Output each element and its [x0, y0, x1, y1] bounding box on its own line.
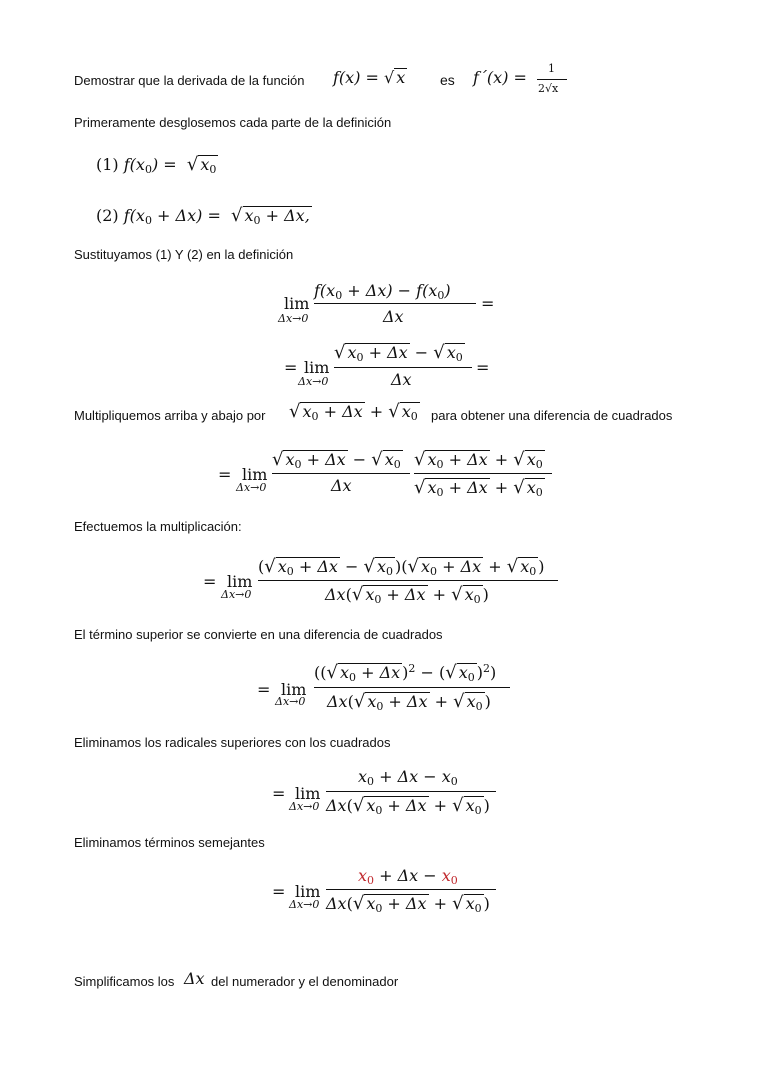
step-g-denominator: Δx(√ $x_0 + \Delta x$ + √ $x_0$ ): [326, 893, 490, 915]
step-a-denominator: Δx: [383, 307, 404, 326]
step-b-denominator: Δx: [391, 370, 412, 389]
intro-derivative: f´(x) =: [473, 68, 527, 87]
lim-sub-g: Δx→0: [289, 898, 320, 911]
step-c-numerator-2: √ $x_0 + \Delta x$ + √ $x_0$: [414, 449, 543, 471]
step-b-equals-right: =: [476, 358, 490, 377]
intro-text: Demostrar que la derivada de la función: [74, 73, 305, 88]
step-f-numerator: $x_0 + \Delta x - x_0$: [358, 767, 458, 788]
lim-f: lim: [295, 784, 321, 803]
step-a-bar: [314, 303, 476, 304]
line-termino: El término superior se convierte en una diferencia de cuadrados: [74, 627, 443, 642]
step-d-numerator: (√ $x_0 + \Delta x$ − √ $x_0$ )(√ $x_0 + \Delta x$ + √ $x_0$ ): [258, 556, 545, 578]
lim-sub-a: Δx→0: [278, 312, 309, 325]
lim-c: lim: [242, 465, 268, 484]
equation-2: (2) $f(x_0 + \Delta x)$ = √ $x_0 + \Delta x$,: [96, 205, 310, 227]
eq2-label: (2): [96, 206, 119, 225]
line-multipliquemos-b: para obtener una diferencia de cuadrados: [431, 408, 673, 423]
step-b-bar: [334, 367, 472, 368]
lim-a: lim: [284, 294, 310, 313]
step-c-denominator-2: √ $x_0 + \Delta x$ + √ $x_0$: [414, 477, 543, 499]
line-simplificamos-a: Simplificamos los: [74, 974, 175, 989]
step-d-bar: [258, 580, 558, 581]
step-f-equals: =: [272, 784, 286, 803]
line-sustituyamos: Sustituyamos (1) Y (2) en la definición: [74, 247, 294, 262]
step-e-numerator: ((√ $x_0 + \Delta x$ )$^2$ − (√ $x_0$ )$^2$): [314, 662, 497, 684]
lim-sub-e: Δx→0: [275, 695, 306, 708]
intro-function: f(x) = √ x: [333, 68, 406, 87]
lim-g: lim: [295, 882, 321, 901]
line-simplificamos-delta: Δx: [184, 969, 205, 988]
intro-es: es: [440, 72, 455, 88]
line-simplificamos-b: del numerador y el denominador: [211, 974, 399, 989]
line-semejantes: Eliminamos términos semejantes: [74, 835, 265, 850]
step-c-denominator-1: Δx: [331, 476, 352, 495]
lim-e: lim: [281, 680, 307, 699]
lim-sub-c: Δx→0: [236, 481, 267, 494]
lim-sub-f: Δx→0: [289, 800, 320, 813]
lim-sub-d: Δx→0: [221, 588, 252, 601]
step-b-numerator: √ $x_0 + \Delta x$ − √ $x_0$: [334, 342, 463, 364]
lim-b: lim: [304, 358, 330, 377]
cancel-term-1: $x_0$: [358, 866, 375, 887]
intro-fraction-bar: [537, 79, 567, 80]
eq1-label: (1): [96, 155, 119, 174]
step-g-bar: [326, 889, 496, 890]
step-c-numerator-1: √ $x_0 + \Delta x$ − √ $x_0$: [272, 449, 401, 471]
step-e-equals: =: [257, 680, 271, 699]
line-desglose: Primeramente desglosemos cada parte de la definición: [74, 115, 392, 130]
step-b-equals-left: =: [284, 358, 298, 377]
intro-derivative-num: 1: [548, 62, 555, 75]
equation-1: (1) $f(x_0)$ = √ $x_0$: [96, 154, 217, 176]
step-e-bar: [314, 687, 510, 688]
step-d-equals: =: [203, 572, 217, 591]
line-efectuemos: Efectuemos la multiplicación:: [74, 519, 242, 534]
lim-d: lim: [227, 572, 253, 591]
lim-sub-b: Δx→0: [298, 375, 329, 388]
step-c-equals: =: [218, 465, 232, 484]
step-e-denominator: Δx(√ $x_0 + \Delta x$ + √ $x_0$ ): [327, 691, 491, 713]
step-g-numerator: $x_0 + \Delta x - x_0$: [358, 866, 458, 887]
line-multipliquemos-expr: √ $x_0 + \Delta x$ + √ $x_0$: [289, 401, 418, 423]
step-d-denominator: Δx(√ $x_0 + \Delta x$ + √ $x_0$ ): [325, 584, 489, 606]
step-a-numerator: $f(x_0 + \Delta x) - f(x_0)$: [314, 281, 451, 302]
step-f-bar: [326, 791, 496, 792]
step-c-bar-2: [414, 473, 552, 474]
intro-derivative-den: 2√x: [538, 82, 559, 95]
cancel-term-2: $x_0$: [441, 866, 458, 887]
step-g-equals: =: [272, 882, 286, 901]
step-c-bar-1: [272, 473, 410, 474]
line-multipliquemos-a: Multipliquemos arriba y abajo por: [74, 408, 266, 423]
step-f-denominator: Δx(√ $x_0 + \Delta x$ + √ $x_0$ ): [326, 795, 490, 817]
line-eliminamos-radicales: Eliminamos los radicales superiores con los cuadrados: [74, 735, 391, 750]
step-a-equals: =: [481, 294, 495, 313]
